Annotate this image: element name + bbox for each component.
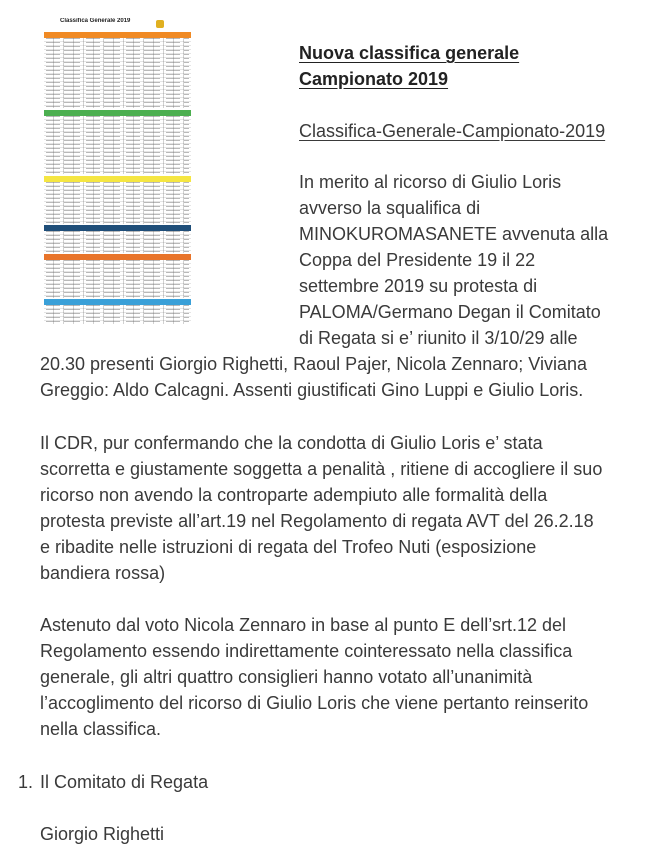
paragraph-cdr-decision bbox=[40, 430, 640, 586]
paragraph-line: settembre 2019 su protesta di bbox=[299, 276, 538, 296]
paragraph-line: Coppa del Presidente 19 il 22 bbox=[299, 250, 536, 270]
paragraph-line: di Regata si e’ riunito il 3/10/29 alle bbox=[299, 328, 578, 348]
paragraph-line: ricorso non avendo la controparte adempiuto alle formalità della bbox=[40, 485, 548, 505]
article-headline bbox=[299, 40, 629, 92]
paragraph-line: Il CDR, pur confermando che la condotta di Giulio Loris e’ stata bbox=[40, 433, 543, 453]
paragraph-ricorso bbox=[40, 169, 640, 403]
paragraph-line: e ribadite nelle istruzioni di regata del Trofeo Nuti (esposizione bbox=[40, 537, 537, 557]
headline-line-2: Campionato 2019 bbox=[299, 69, 449, 89]
list-item-text: Il Comitato di Regata bbox=[40, 772, 209, 792]
paragraph-line: l’accoglimento del ricorso di Giulio Loris che viene pertanto reinserito bbox=[40, 693, 589, 713]
paragraph-line: bandiera rossa) bbox=[40, 563, 166, 583]
table-rows bbox=[44, 38, 191, 108]
paragraph-line: generale, gli altri quattro consiglieri hanno votato all’unanimità bbox=[40, 667, 533, 687]
paragraph-line: Regolamento essendo indirettamente cointeressato nella classifica bbox=[40, 641, 573, 661]
paragraph-line: protesta previste all’art.19 nel Regolamento di regata AVT del 26.2.18 bbox=[40, 511, 594, 531]
paragraph-line: avverso la squalifica di bbox=[299, 198, 481, 218]
list-number: 1. bbox=[18, 772, 34, 792]
table-rows bbox=[44, 116, 191, 174]
paragraph-line: In merito al ricorso di Giulio Loris bbox=[299, 172, 562, 192]
paragraph-line: nella classifica. bbox=[40, 719, 162, 739]
paragraph-vote bbox=[40, 612, 640, 742]
list-item bbox=[18, 769, 208, 795]
paragraph-line: scorretta e giustamente soggetta a penalità , ritiene di accogliere il suo bbox=[40, 459, 603, 479]
paragraph-line: 20.30 presenti Giorgio Righetti, Raoul Pajer, Nicola Zennaro; Viviana bbox=[40, 354, 587, 374]
paragraph-line: PALOMA/Germano Degan il Comitato bbox=[299, 302, 601, 322]
signature: Giorgio Righetti bbox=[40, 824, 165, 844]
headline-line-1: Nuova classifica generale bbox=[299, 43, 520, 63]
paragraph-line: MINOKUROMASANETE avvenuta alla bbox=[299, 224, 609, 244]
thumbnail-title: Classifica Generale 2019 bbox=[60, 18, 131, 24]
attachment-link[interactable]: Classifica-Generale-Campionato-2019 bbox=[299, 121, 606, 141]
paragraph-line: Astenuto dal voto Nicola Zennaro in base al punto E dell’srt.12 del bbox=[40, 615, 566, 635]
paragraph-line: Greggio: Aldo Calcagni. Assenti giustificati Gino Luppi e Giulio Loris. bbox=[40, 380, 584, 400]
logo-icon bbox=[156, 20, 164, 28]
